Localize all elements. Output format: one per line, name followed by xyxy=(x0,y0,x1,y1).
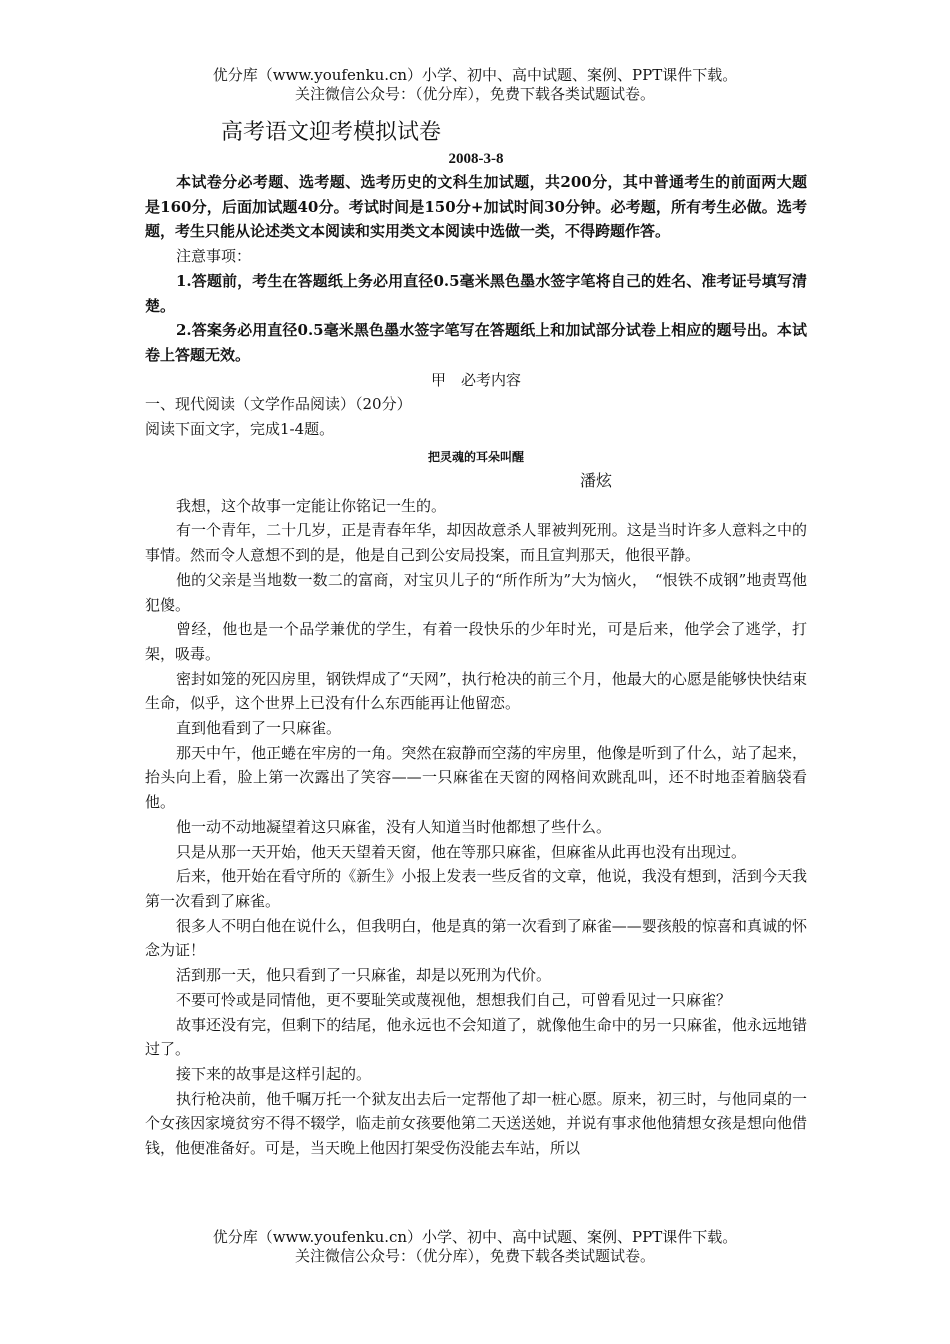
story-paragraph: 曾经，他也是一个品学兼优的学生，有着一段快乐的少年时光，可是后来，他学会了逃学，打架，吸毒。 xyxy=(145,620,807,663)
section-heading: 甲 必考内容 xyxy=(430,370,521,389)
story-paragraph: 接下来的故事是这样引起的。 xyxy=(176,1064,372,1083)
notice-label: 注意事项： xyxy=(176,247,252,266)
story-paragraph: 只是从那一天开始，他天天望着天窗，他在等那只麻雀，但麻雀从此再也没有出现过。 xyxy=(176,842,747,861)
page-header xyxy=(0,66,950,104)
story-paragraph: 执行枪决前，他千嘱万托一个狱友出去后一定帮他了却一桩心愿。原来，初三时，与他同桌的一个女孩因家境贫穷不得不辍学，临走前女孩要他第二天送送她，并说有事求他他猜想女孩是想向他借钱，他便准备好。可是，当天晚上他因打架受伤没能去车站，所以 xyxy=(145,1089,807,1158)
story-paragraph: 有一个青年，二十几岁，正是青春年华，却因故意杀人罪被判死刑。这是当时许多人意料之中的事情。然而令人意想不到的是，他是自己到公安局投案，而且宣判那天，他很平静。 xyxy=(145,521,807,565)
reading-instruction: 阅读下面文字，完成1-4题。 xyxy=(145,420,335,439)
story-title: 把灵魂的耳朵叫醒 xyxy=(427,449,524,464)
story-paragraph: 他一动不动地凝望着这只麻雀，没有人知道当时他都想了些什么。 xyxy=(176,817,612,836)
story-paragraph: 他的父亲是当地数一数二的富商，对宝贝儿子的“所作所为”大为恼火， “恨铁不成钢”地责骂他犯傻。 xyxy=(145,570,807,614)
header-line-2: 关注微信公众号：（优分库），免费下载各类试题试卷。 xyxy=(294,85,655,103)
story-paragraph: 那天中午，他正蜷在牢房的一角。突然在寂静而空荡的牢房里，他像是听到了什么，站了起来，抬头向上看，脸上第一次露出了笑容——一只麻雀在天窗的网格间欢跳乱叫，还不时地歪着脑袋看他。 xyxy=(145,743,807,812)
notice-item-1: 1.答题前，考生在答题纸上务必用直径0.5毫米黑色墨水签字笔将自己的姓名、准考证号填写清楚。 xyxy=(145,271,807,315)
story-paragraph: 活到那一天，他只看到了一只麻雀，却是以死刑为代价。 xyxy=(176,966,552,985)
story-paragraph: 故事还没有完，但剩下的结尾，他永远也不会知道了，就像他生命中的另一只麻雀，他永远地错过了。 xyxy=(145,1015,807,1059)
story-paragraph: 很多人不明白他在说什么，但我明白，他是真的第一次看到了麻雀——婴孩般的惊喜和真诚的怀念为证！ xyxy=(145,916,807,960)
story-paragraph: 直到他看到了一只麻雀。 xyxy=(176,719,342,738)
story-paragraph: 我想，这个故事一定能让你铭记一生的。 xyxy=(176,496,447,515)
story-paragraph: 不要可怜或是同情他，更不要耻笑或蔑视他，想想我们自己，可曾看见过一只麻雀？ xyxy=(176,990,732,1009)
story-paragraph: 密封如笼的死囚房里，钢铁焊成了“天网”，执行枪决的前三个月，他最大的心愿是能够快快结束生命，似乎，这个世界上已没有什么东西能再让他留恋。 xyxy=(145,669,807,713)
header-line-1: 优分库（www.youfenku.cn）小学、初中、高中试题、案例、PPT课件下载。 xyxy=(212,66,738,84)
footer-line-2: 关注微信公众号：（优分库），免费下载各类试题试卷。 xyxy=(294,1247,655,1265)
part-heading: 一、现代阅读（文学作品阅读）（20分） xyxy=(145,395,412,414)
footer-line-1: 优分库（www.youfenku.cn）小学、初中、高中试题、案例、PPT课件下载。 xyxy=(212,1228,738,1246)
story-paragraph: 后来，他开始在看守所的《新生》小报上发表一些反省的文章，他说，我没有想到，活到今天我第一次看到了麻雀。 xyxy=(145,867,807,910)
page-footer xyxy=(0,1228,950,1266)
exam-date: 2008-3-8 xyxy=(448,151,504,167)
exam-title: 高考语文迎考模拟试卷 xyxy=(221,120,442,145)
intro-paragraph: 本试卷分必考题、选考题、选考历史的文科生加试题，共200分，其中普通考生的前面两大题是160分，后面加试题40分。考试时间是150分+加试时间30分钟。必考题，所有考生必做。选考题，考生只能从论述类文本阅读和实用类文本阅读中选做一类，不得跨题作答。 xyxy=(145,173,807,241)
notice-item-2: 2.答案务必用直径0.5毫米黑色墨水签字笔写在答题纸上和加试部分试卷上相应的题号出。本试卷上答题无效。 xyxy=(145,321,807,364)
document-body xyxy=(145,118,807,1161)
story-author: 潘炫 xyxy=(579,470,612,490)
